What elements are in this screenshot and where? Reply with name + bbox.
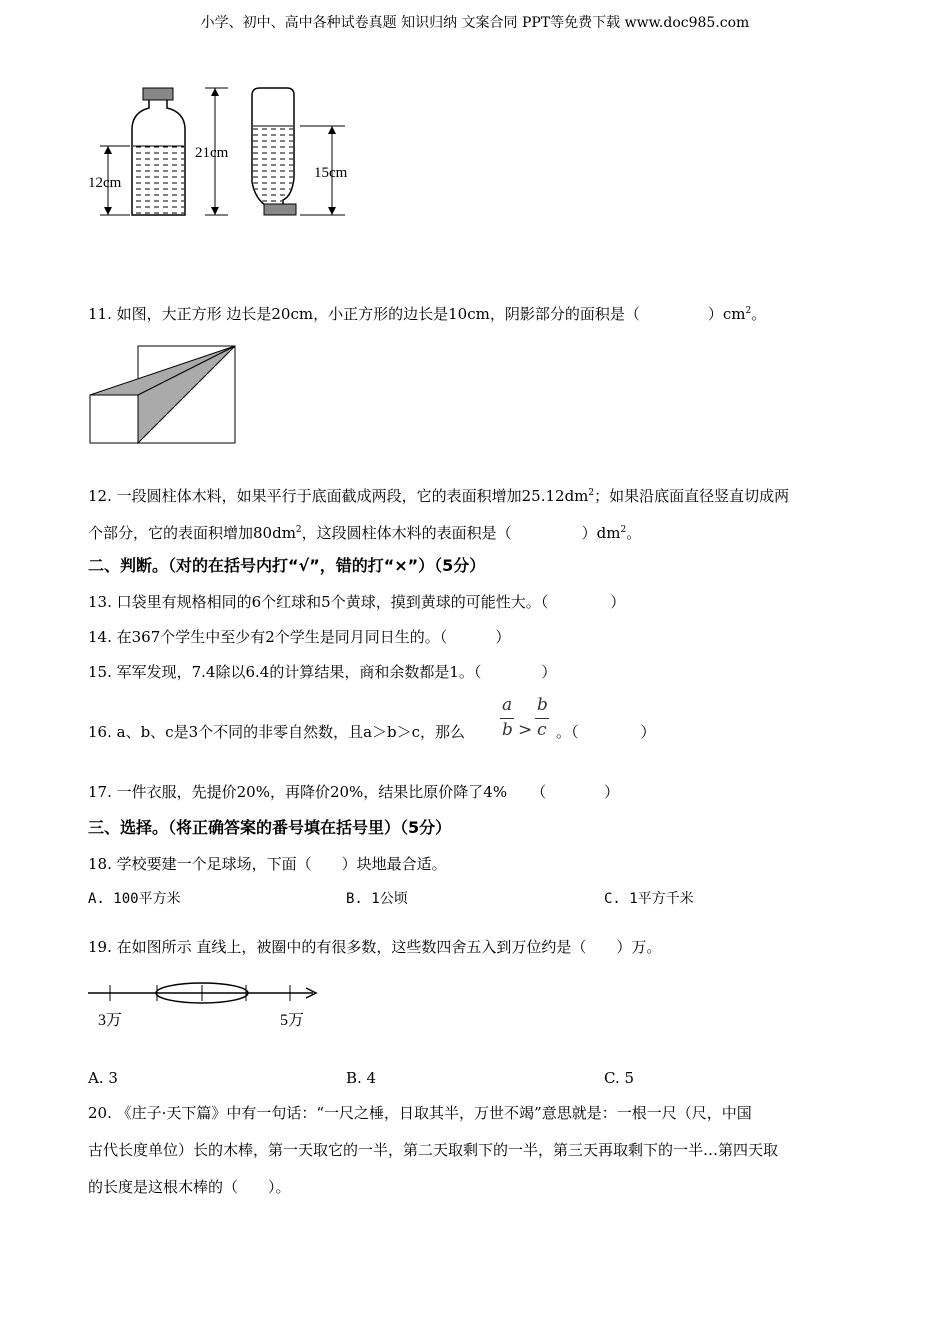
q12-line2: 个部分，它的表面积增加$80dm^2$，这段圆柱体木料的表面积是（ ）$dm^2$。: [88, 524, 642, 542]
section2-title: 二、判断。（对的在括号内打“√”，错的打“×”）（5分）: [88, 556, 486, 575]
frac-a-den: b: [502, 720, 513, 740]
q20-line1: 20. 《庄子·天下篇》中有一句话：“一尺之棰，日取其半，万世不竭”意思就是：一根一尺（尺，中国: [88, 1104, 752, 1122]
right-height-label: 15cm: [314, 165, 348, 181]
q11-text: 11. 如图，大正方形 边长是20cm，小正方形的边长是10cm，阴影部分的面积是（ ）$cm^2$。: [88, 305, 767, 323]
q19-option-c: C. 5: [604, 1069, 635, 1087]
frac-b-num: b: [537, 695, 548, 715]
square-figure: [88, 344, 248, 454]
bottle-figure: [0, 0, 950, 260]
q17: 17. 一件衣服，先提价20%，再降价20%，结果比原价降了4% （ ）: [88, 783, 620, 801]
q20-line2: 古代长度单位）长的木棒，第一天取它的一半，第二天取剩下的一半，第三天再取剩下的一半…第四天取: [88, 1141, 779, 1159]
gt-sign: >: [518, 720, 533, 740]
q18-option-c: C. 1平方千米: [604, 891, 694, 907]
label-3wan: 3万: [98, 1012, 123, 1029]
right-bottle-cap: [264, 204, 296, 215]
total-height-label: 21cm: [195, 145, 229, 161]
left-bottle-water: [133, 146, 184, 214]
q18-option-b: B. 1公顷: [346, 891, 408, 907]
frac-b-den: c: [537, 720, 547, 740]
number-line-figure: [88, 975, 348, 1035]
frac-a-line: [500, 718, 514, 719]
q19: 19. 在如图所示 直线上，被圈中的有很多数，这些数四舍五入到万位约是（ ）万。: [88, 938, 662, 956]
q13: 13. 口袋里有规格相同的6个红球和5个黄球，摸到黄球的可能性大。（ ）: [88, 593, 626, 611]
q18-option-a: A. 100平方米: [88, 891, 181, 907]
q19-option-b: B. 4: [346, 1069, 377, 1087]
q15: 15. 军军发现，7.4除以6.4的计算结果，商和余数都是1。（ ）: [88, 663, 557, 681]
q12-line1: 12. 一段圆柱体木料，如果平行于底面截成两段，它的表面积增加$25.12dm^2$；如果沿底面直径竖直切成两: [88, 487, 790, 505]
q16-end: 。（ ）: [556, 723, 656, 741]
q16: 16. a、b、c是3个不同的非零自然数，且a＞b＞c，那么: [88, 723, 466, 741]
q14: 14. 在367个学生中至少有2个学生是同月同日生的。（ ）: [88, 628, 511, 646]
frac-a-num: a: [502, 695, 513, 715]
frac-b-line: [535, 718, 549, 719]
q20-line3: 的长度是这根木棒的（ ）。: [88, 1178, 291, 1196]
label-5wan: 5万: [280, 1012, 305, 1029]
q18: 18. 学校要建一个足球场，下面（ ）块地最合适。: [88, 855, 447, 873]
shaded-triangle-right: [138, 346, 235, 443]
left-bottle-cap: [143, 88, 173, 100]
left-height-label: 12cm: [88, 175, 122, 191]
right-bottle-water: [253, 126, 293, 204]
section3-title: 三、选择。（将正确答案的番号填在括号里）（5分）: [88, 818, 452, 837]
q19-option-a: A. 3: [88, 1069, 118, 1087]
page-header: 小学、初中、高中各种试卷真题 知识归纳 文案合同 PPT等免费下载 www.doc985.com: [200, 15, 750, 31]
